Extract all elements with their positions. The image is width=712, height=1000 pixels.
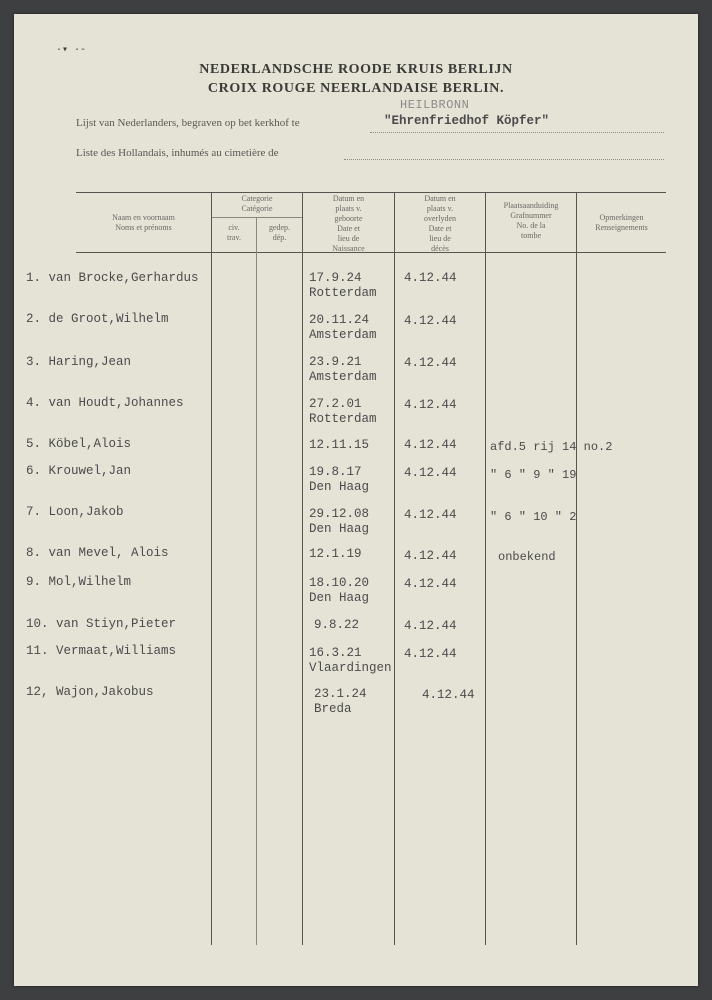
col-divider-4 (394, 192, 395, 945)
row-death: 4.12.44 (404, 466, 457, 480)
row-death: 4.12.44 (422, 688, 475, 702)
row-name: 10. van Stiyn,Pieter (26, 617, 177, 631)
row-grave: " 6 " 9 " 19 (490, 468, 577, 482)
category-sub-rule (212, 217, 302, 218)
row-name: 3. Haring,Jean (26, 355, 132, 369)
place-stamp: HEILBRONN (400, 98, 470, 112)
row-grave: " 6 " 10 " 2 (490, 510, 577, 524)
row-death: 4.12.44 (404, 271, 457, 285)
row-name: 2. de Groot,Wilhelm (26, 312, 169, 326)
label-list-nl: Lijst van Nederlanders, begraven op bet kerkhof te (76, 117, 300, 129)
row-name: 4. van Houdt,Johannes (26, 396, 184, 410)
row-death: 4.12.44 (404, 438, 457, 452)
row-name: 1. van Brocke,Gerhardus (26, 271, 199, 285)
header-title-nl: NEDERLANDSCHE ROODE KRUIS BERLIJN (199, 62, 513, 77)
col-head-gedep: gedep. dép. (268, 223, 291, 242)
row-death: 4.12.44 (404, 647, 457, 661)
col-head-remarks: Opmerkingen Renseignements (595, 213, 648, 232)
row-birth-date: 23.9.21 (309, 355, 362, 369)
row-name: 8. van Mevel, Alois (26, 546, 169, 560)
row-birth-date: 9.8.22 (314, 618, 360, 632)
row-birth-place: Amsterdam (309, 370, 377, 384)
table-top-rule (76, 192, 666, 193)
row-birth-place: Rotterdam (309, 286, 377, 300)
row-death: 4.12.44 (404, 549, 457, 563)
col-divider-6 (576, 192, 577, 945)
row-birth-place: Rotterdam (309, 412, 377, 426)
document-page (14, 14, 698, 986)
row-birth-place: Den Haag (309, 522, 370, 536)
row-grave: onbekend (498, 550, 556, 564)
col-head-name: Naam en voornaam Noms et prénoms (112, 213, 175, 232)
row-grave: afd.5 rij 14 no.2 (490, 440, 613, 454)
col-divider-2 (256, 218, 257, 945)
row-death: 4.12.44 (404, 314, 457, 328)
label-list-fr: Liste des Hollandais, inhumés au cimetière de (76, 147, 279, 159)
row-name: 11. Vermaat,Williams (26, 644, 177, 658)
row-name: 6. Krouwel,Jan (26, 464, 132, 478)
row-birth-date: 23.1.24 (314, 687, 367, 701)
row-death: 4.12.44 (404, 356, 457, 370)
row-birth-place: Vlaardingen (309, 661, 392, 675)
row-birth-date: 27.2.01 (309, 397, 362, 411)
row-death: 4.12.44 (404, 619, 457, 633)
row-birth-date: 20.11.24 (309, 313, 370, 327)
row-birth-date: 12.11.15 (309, 438, 370, 452)
dotted-line-2 (344, 159, 664, 160)
row-birth-date: 12.1.19 (309, 547, 362, 561)
row-birth-date: 18.10.20 (309, 576, 370, 590)
row-death: 4.12.44 (404, 508, 457, 522)
row-name: 5. Köbel,Alois (26, 437, 132, 451)
dotted-line-1 (370, 132, 664, 133)
col-head-death: Datum en plaats v. overlyden Date et lieu de décès (424, 194, 456, 253)
cemetery-name: "Ehrenfriedhof Köpfer" (384, 114, 550, 128)
row-birth-date: 16.3.21 (309, 646, 362, 660)
row-name: 9. Mol,Wilhelm (26, 575, 132, 589)
row-birth-date: 19.8.17 (309, 465, 362, 479)
row-death: 4.12.44 (404, 398, 457, 412)
row-birth-date: 17.9.24 (309, 271, 362, 285)
row-name: 12, Wajon,Jakobus (26, 685, 154, 699)
col-head-category: Categorie Catégorie (241, 194, 273, 213)
row-birth-place: Den Haag (309, 591, 370, 605)
row-death: 4.12.44 (404, 577, 457, 591)
col-divider-1 (211, 192, 212, 945)
col-head-birth: Datum en plaats v. geboorte Date et lieu de Naissance (332, 194, 365, 253)
row-birth-date: 29.12.08 (309, 507, 370, 521)
row-birth-place: Den Haag (309, 480, 370, 494)
row-name: 7. Loon,Jakob (26, 505, 124, 519)
col-head-grave: Plaatsaanduiding Grafnummer No. de la tombe (503, 201, 559, 240)
col-divider-5 (485, 192, 486, 945)
row-birth-place: Breda (314, 702, 352, 716)
col-divider-3 (302, 192, 303, 945)
row-birth-place: Amsterdam (309, 328, 377, 342)
header-title-fr: CROIX ROUGE NEERLANDAISE BERLIN. (207, 81, 505, 96)
corner-mark: ·▾ ·- (56, 45, 87, 56)
col-head-civ: civ. trav. (227, 223, 241, 242)
